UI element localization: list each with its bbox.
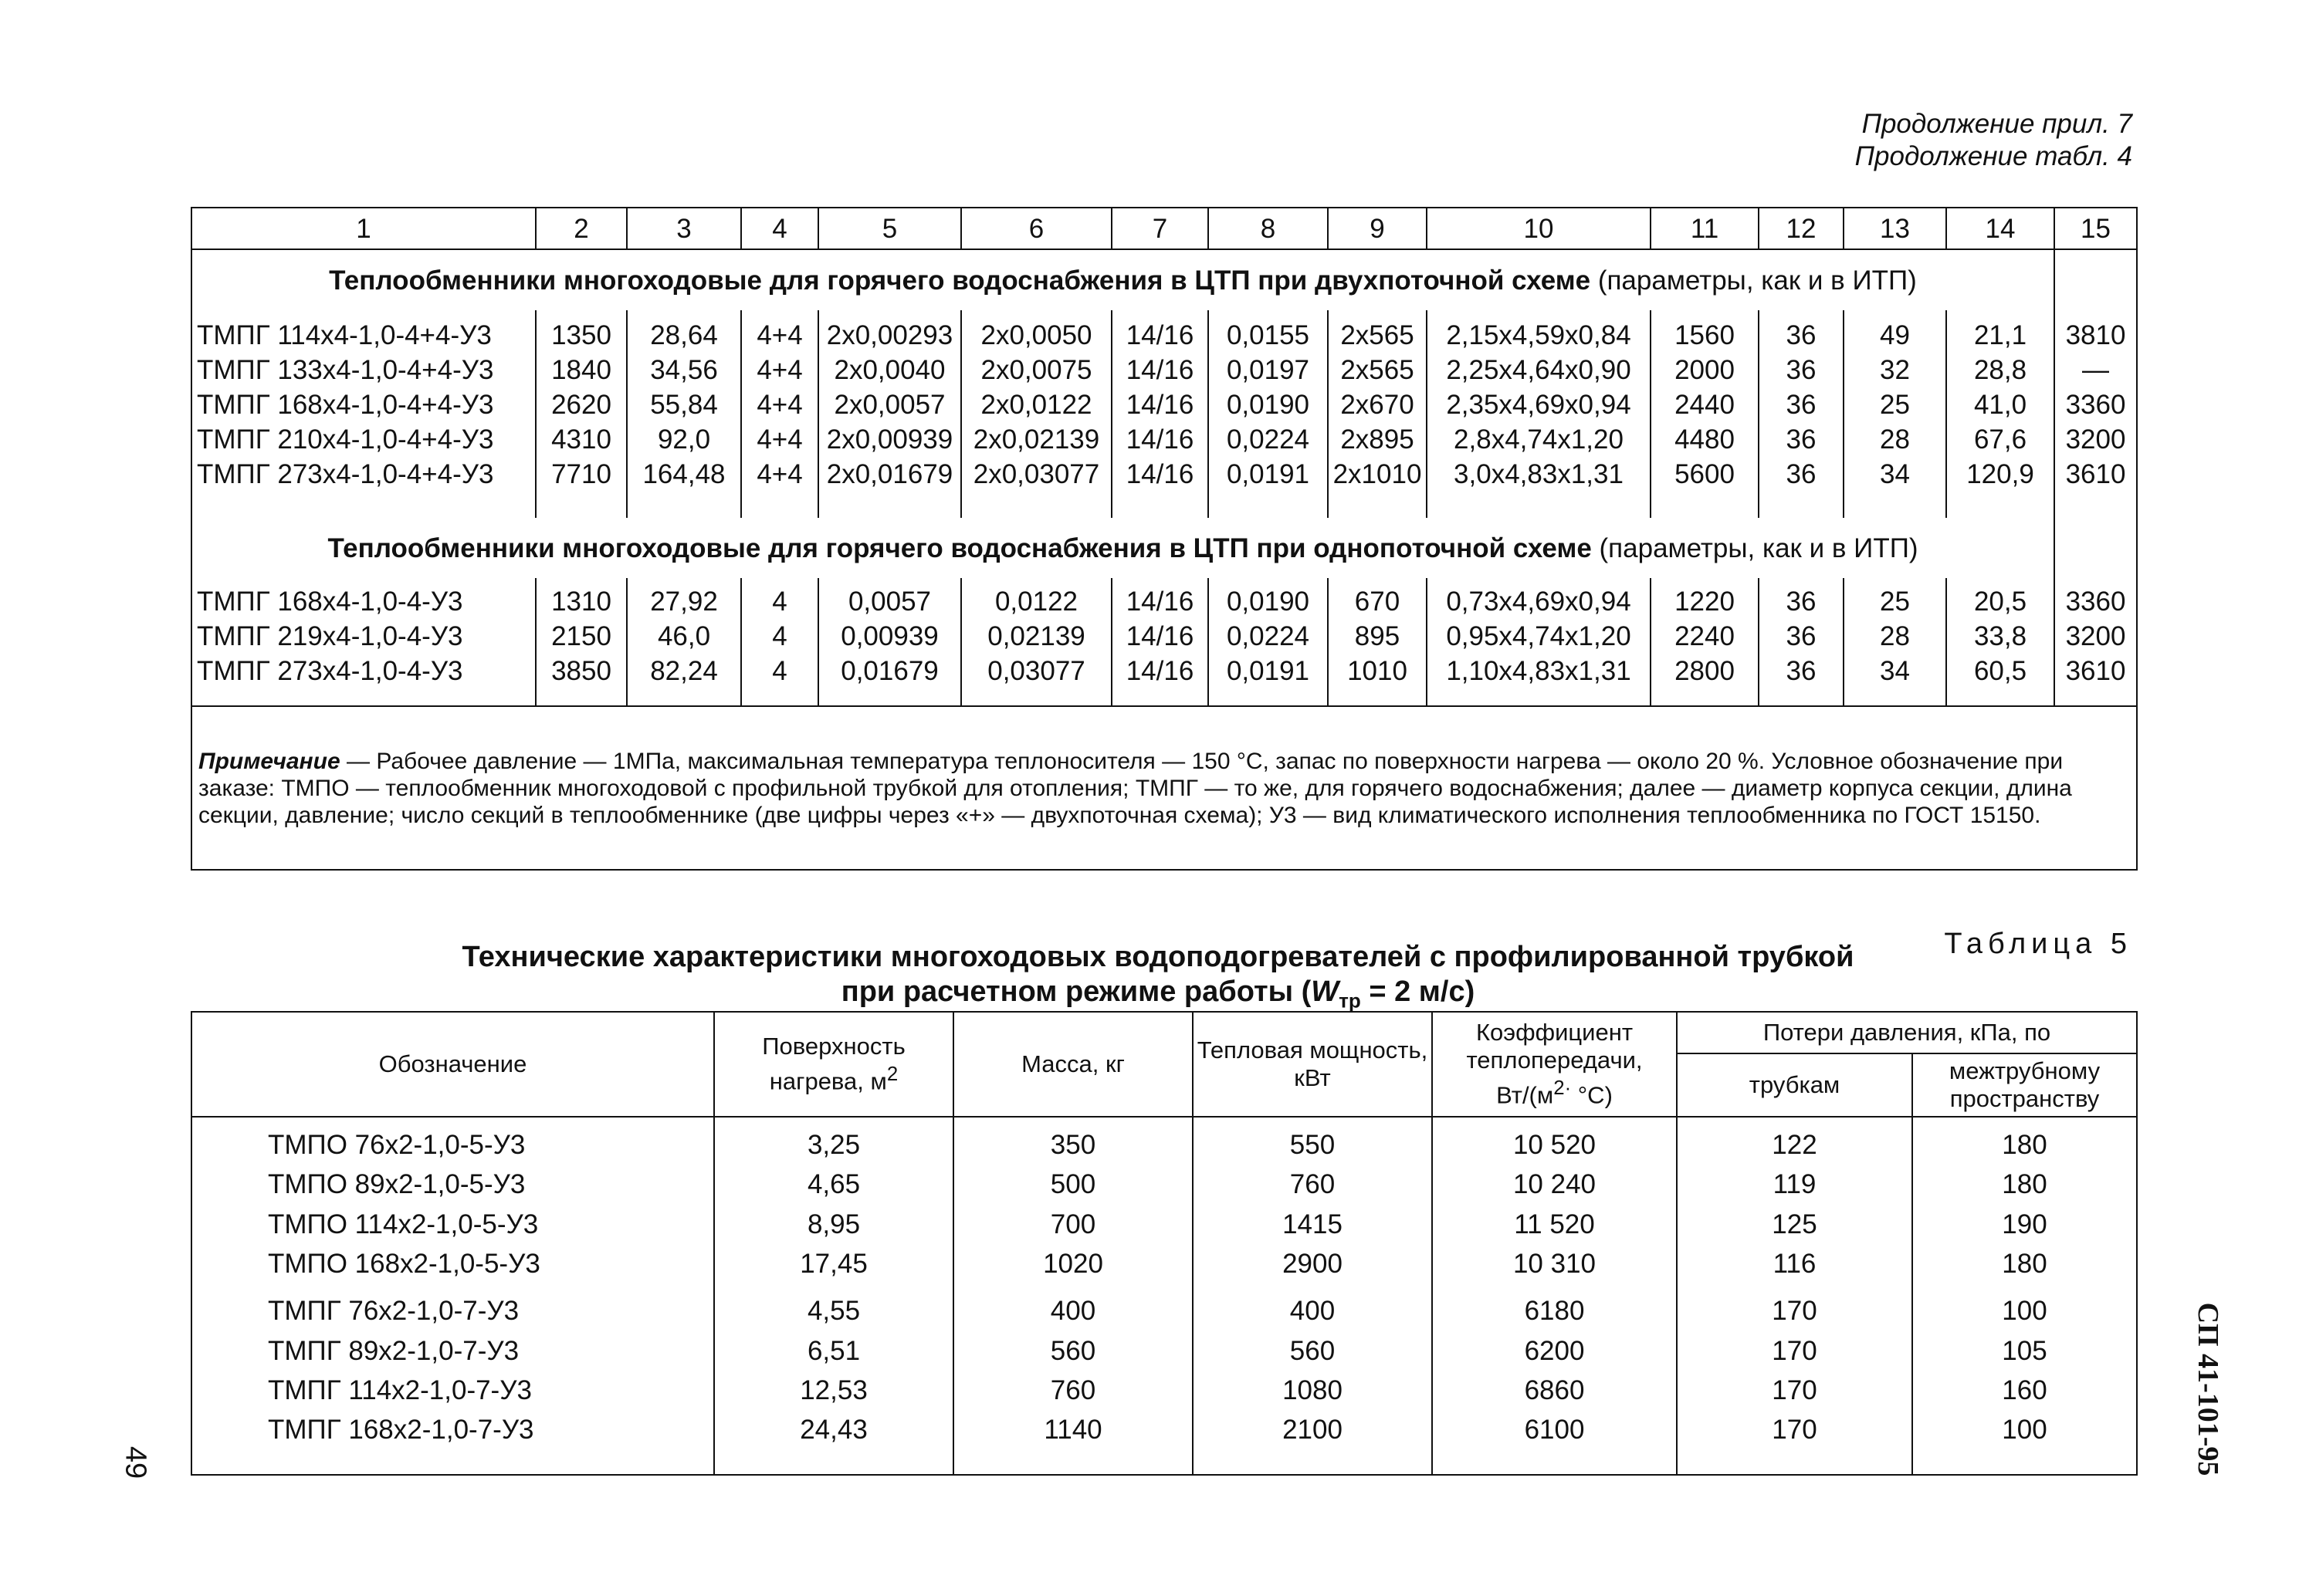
table-row: [191, 584, 2137, 619]
table-4: [191, 207, 2138, 871]
cell-col-4: 1415: [1193, 1205, 1432, 1244]
col-header-1: 1: [191, 208, 536, 249]
cell-col-3: 28,64: [627, 318, 741, 353]
cell-col-11: 2800: [1651, 654, 1759, 688]
cell-col-2: 7710: [536, 457, 627, 492]
cell-col-2: 2150: [536, 619, 627, 654]
document-code-text: СП 41-101-95: [2192, 1302, 2224, 1476]
hdr-loss: Потери давления, кПа, по: [1677, 1012, 2137, 1053]
cell-col-3: 760: [953, 1371, 1193, 1410]
hdr-coef: [1432, 1012, 1677, 1117]
cell-col-15: 3360: [2054, 387, 2137, 422]
cell-col-8: 0,0190: [1208, 584, 1328, 619]
table-row: [191, 1125, 2137, 1165]
cell-col-11: 1560: [1651, 318, 1759, 353]
cell-col-6: 2х0,03077: [961, 457, 1112, 492]
table-row: [191, 1205, 2137, 1244]
cell-col-9: 1010: [1328, 654, 1427, 688]
cell-col-8: 0,0191: [1208, 457, 1328, 492]
table4-header-row: [191, 208, 2137, 249]
hdr-coef-text: Коэффициент теплопередачи, Вт/(м: [1466, 1019, 1643, 1109]
cell-col-2: 1840: [536, 353, 627, 387]
cell-col-13: 28: [1844, 619, 1946, 654]
table4-section2-title: [191, 518, 2137, 578]
cell-col-10: 1,10х4,83х1,31: [1427, 654, 1651, 688]
spacer-row: [191, 688, 2137, 706]
row-designation: ТМПГ 168х4-1,0-4-У3: [197, 587, 463, 617]
cell-col-12: 36: [1759, 318, 1844, 353]
cell-col-13: 34: [1844, 457, 1946, 492]
section2-suffix: (параметры, как и в ИТП): [1599, 533, 1918, 563]
cell-col-7: 14/16: [1112, 318, 1208, 353]
cell-col-7: 100: [1912, 1292, 2137, 1331]
table-row: [191, 1244, 2137, 1283]
cell-col-11: 1220: [1651, 584, 1759, 619]
cell-col-11: 2440: [1651, 387, 1759, 422]
cell-col-11: 5600: [1651, 457, 1759, 492]
title-sub: тр: [1339, 989, 1361, 1013]
title-line2-suffix: = 2 м/с): [1360, 976, 1475, 1008]
row-designation: ТМПГ 114х2-1,0-7-У3: [268, 1375, 532, 1406]
cell-col-7: 14/16: [1112, 584, 1208, 619]
cell-col-4: 550: [1193, 1125, 1432, 1165]
row-designation: ТМПГ 273х4-1,0-4+4-У3: [197, 459, 494, 489]
cell-col-14: 33,8: [1946, 619, 2054, 654]
table-row: [191, 1165, 2137, 1205]
cell-col-5: 0,01679: [818, 654, 961, 688]
table-row: [191, 353, 2137, 387]
page-number: [108, 1435, 162, 1489]
table-row: [191, 1371, 2137, 1410]
cell-col-8: 0,0191: [1208, 654, 1328, 688]
row-designation: ТМПГ 210х4-1,0-4+4-У3: [197, 424, 494, 455]
cell-col-14: 20,5: [1946, 584, 2054, 619]
cell-col-2: 1310: [536, 584, 627, 619]
cell-col-15: —: [2054, 353, 2137, 387]
cell-col-3: 55,84: [627, 387, 741, 422]
cell-col-7: 14/16: [1112, 457, 1208, 492]
cell-col-5: 10 520: [1432, 1125, 1677, 1165]
spacer-row: [191, 310, 2137, 318]
cell-col-12: 36: [1759, 422, 1844, 457]
cell-col-4: 400: [1193, 1292, 1432, 1331]
cell-col-13: 28: [1844, 422, 1946, 457]
cell-col-15: 3200: [2054, 422, 2137, 457]
col-header-2: 2: [536, 208, 627, 249]
cell-col-2: 24,43: [714, 1411, 953, 1450]
cell-col-3: 350: [953, 1125, 1193, 1165]
cell-col-14: 67,6: [1946, 422, 2054, 457]
cell-col-9: 2х565: [1328, 353, 1427, 387]
cell-col-6: 122: [1677, 1125, 1912, 1165]
cell-col-2: 4,55: [714, 1292, 953, 1331]
cell-col-9: 2х1010: [1328, 457, 1427, 492]
row-designation: ТМПГ 273х4-1,0-4-У3: [197, 656, 463, 686]
table-row: [191, 654, 2137, 688]
cell-col-6: 170: [1677, 1371, 1912, 1410]
cell-col-12: 36: [1759, 619, 1844, 654]
col-header-7: 7: [1112, 208, 1208, 249]
note-label: Примечание: [198, 748, 340, 774]
cell-col-5: 6180: [1432, 1292, 1677, 1331]
row-designation: ТМПГ 114х4-1,0-4+4-У3: [197, 320, 492, 350]
cell-col-4: 560: [1193, 1331, 1432, 1371]
cell-col-4: 4: [741, 619, 818, 654]
hdr-surface: [714, 1012, 953, 1117]
cell-col-7: 14/16: [1112, 387, 1208, 422]
title-var: W: [1311, 976, 1339, 1008]
cell-col-3: 400: [953, 1292, 1193, 1331]
cell-col-10: 2,8х4,74х1,20: [1427, 422, 1651, 457]
col-header-3: 3: [627, 208, 741, 249]
section1-title: Теплообменники многоходовые для горячего водоснабжения в ЦТП при двухпоточной схеме: [329, 265, 1591, 296]
continuation-appendix: Продолжение прил. 7: [1861, 109, 2132, 139]
cell-col-7: 180: [1912, 1125, 2137, 1165]
cell-col-4: 4: [741, 654, 818, 688]
cell-col-13: 32: [1844, 353, 1946, 387]
cell-col-7: 100: [1912, 1411, 2137, 1450]
cell-col-3: 700: [953, 1205, 1193, 1244]
cell-col-5: 11 520: [1432, 1205, 1677, 1244]
cell-col-11: 2000: [1651, 353, 1759, 387]
col-header-4: 4: [741, 208, 818, 249]
hdr-surface-sup: 2: [886, 1063, 899, 1086]
table-row: [191, 1292, 2137, 1331]
row-designation: ТМПГ 168х4-1,0-4+4-У3: [197, 390, 494, 420]
cell-col-10: 0,73х4,69х0,94: [1427, 584, 1651, 619]
col-header-14: 14: [1946, 208, 2054, 249]
cell-col-7: 190: [1912, 1205, 2137, 1244]
cell-col-9: 2х565: [1328, 318, 1427, 353]
cell-col-6: 2х0,0050: [961, 318, 1112, 353]
table5-title-line1: Технические характеристики многоходовых водоподогревателей с профилированной трубкой: [462, 941, 1854, 973]
cell-col-2: 6,51: [714, 1331, 953, 1371]
cell-col-6: 0,02139: [961, 619, 1112, 654]
row-designation: ТМПГ 89х2-1,0-7-У3: [268, 1335, 520, 1366]
col-header-11: 11: [1651, 208, 1759, 249]
cell-col-13: 25: [1844, 584, 1946, 619]
cell-col-3: 1020: [953, 1244, 1193, 1283]
cell-col-14: 120,9: [1946, 457, 2054, 492]
page-number-text: 49: [119, 1446, 152, 1479]
row-designation: ТМПО 168х2-1,0-5-У3: [268, 1248, 540, 1279]
table-row: [191, 619, 2137, 654]
hdr-designation: Обозначение: [191, 1012, 714, 1117]
hdr-surface-text: Поверхность нагрева, м: [762, 1033, 906, 1095]
row-designation: ТМПГ 219х4-1,0-4-У3: [197, 621, 463, 651]
section2-title: Теплообменники многоходовые для горячего водоснабжения в ЦТП при однопоточной схеме: [327, 533, 1592, 563]
cell-col-15: 3610: [2054, 457, 2137, 492]
cell-col-15: 3810: [2054, 318, 2137, 353]
cell-col-5: 2х0,01679: [818, 457, 961, 492]
hdr-mass: Масса, кг: [953, 1012, 1193, 1117]
col-header-9: 9: [1328, 208, 1427, 249]
cell-col-9: 2х670: [1328, 387, 1427, 422]
cell-col-4: 4+4: [741, 457, 818, 492]
note-text: — Рабочее давление — 1МПа, максимальная температура теплоносителя — 150 °С, запас по поверхности нагрева — около 20 %. Условное обозначение при заказе: ТМПО — теплообменник многоходовой с профильной трубкой для отопления; ТМПГ — то же, для горячего водоснабжения; далее — диаметр корпуса секции, длина секции, давление; число секций в теплообменнике (две цифры через «+» — двухпоточная схема); У3 — вид климатического исполнения теплообменника по ГОСТ 15150.: [198, 748, 2072, 828]
cell-col-14: 41,0: [1946, 387, 2054, 422]
cell-col-6: 125: [1677, 1205, 1912, 1244]
table-row: [191, 422, 2137, 457]
row-designation: ТМПО 114х2-1,0-5-У3: [268, 1209, 539, 1239]
table4-note: [191, 706, 2137, 870]
cell-col-5: 0,00939: [818, 619, 961, 654]
cell-col-10: 3,0х4,83х1,31: [1427, 457, 1651, 492]
cell-col-3: 500: [953, 1165, 1193, 1205]
row-designation: ТМПГ 133х4-1,0-4+4-У3: [197, 355, 494, 385]
cell-col-13: 34: [1844, 654, 1946, 688]
cell-col-4: 1080: [1193, 1371, 1432, 1410]
cell-col-10: 2,15х4,59х0,84: [1427, 318, 1651, 353]
cell-col-5: 10 240: [1432, 1165, 1677, 1205]
cell-col-3: 1140: [953, 1411, 1193, 1450]
cell-col-6: 0,0122: [961, 584, 1112, 619]
cell-col-4: 4+4: [741, 422, 818, 457]
cell-col-4: 760: [1193, 1165, 1432, 1205]
table-row: [191, 457, 2137, 492]
cell-col-10: 2,25х4,64х0,90: [1427, 353, 1651, 387]
cell-col-13: 25: [1844, 387, 1946, 422]
table-row: [191, 318, 2137, 353]
cell-col-12: 36: [1759, 353, 1844, 387]
cell-col-2: 4310: [536, 422, 627, 457]
hdr-coef-end: °С): [1571, 1081, 1613, 1109]
cell-col-12: 36: [1759, 584, 1844, 619]
cell-col-7: 105: [1912, 1331, 2137, 1371]
cell-col-3: 82,24: [627, 654, 741, 688]
cell-col-2: 8,95: [714, 1205, 953, 1244]
cell-col-8: 0,0155: [1208, 318, 1328, 353]
cell-col-5: 2х0,00293: [818, 318, 961, 353]
cell-col-3: 164,48: [627, 457, 741, 492]
spacer-row: [191, 578, 2137, 584]
cell-col-2: 2620: [536, 387, 627, 422]
table-row: [191, 387, 2137, 422]
cell-col-9: 2х895: [1328, 422, 1427, 457]
table-row: [191, 1411, 2137, 1450]
cell-col-4: 4: [741, 584, 818, 619]
spacer-row: [191, 1284, 2137, 1292]
cell-col-6: 170: [1677, 1292, 1912, 1331]
spacer-row: [191, 1117, 2137, 1125]
cell-col-7: 14/16: [1112, 619, 1208, 654]
cell-col-6: 170: [1677, 1411, 1912, 1450]
cell-col-4: 2100: [1193, 1411, 1432, 1450]
col-header-5: 5: [818, 208, 961, 249]
cell-col-2: 3,25: [714, 1125, 953, 1165]
cell-col-6: 170: [1677, 1331, 1912, 1371]
row-designation: ТМПГ 168х2-1,0-7-У3: [268, 1415, 534, 1446]
cell-col-3: 34,56: [627, 353, 741, 387]
cell-col-7: 180: [1912, 1244, 2137, 1283]
cell-col-9: 670: [1328, 584, 1427, 619]
cell-col-4: 2900: [1193, 1244, 1432, 1283]
cell-col-5: 10 310: [1432, 1244, 1677, 1283]
cell-col-8: 0,0197: [1208, 353, 1328, 387]
cell-col-6: 119: [1677, 1165, 1912, 1205]
cell-col-6: 116: [1677, 1244, 1912, 1283]
row-designation: ТМПО 76х2-1,0-5-У3: [268, 1129, 526, 1160]
cell-col-2: 3850: [536, 654, 627, 688]
hdr-loss-tubes: трубкам: [1677, 1053, 1912, 1117]
section1-suffix: (параметры, как и в ИТП): [1597, 265, 1917, 296]
cell-col-2: 12,53: [714, 1371, 953, 1410]
cell-col-6: 2х0,02139: [961, 422, 1112, 457]
cell-col-9: 895: [1328, 619, 1427, 654]
cell-col-2: 1350: [536, 318, 627, 353]
spacer-row: [191, 1450, 2137, 1475]
col-header-15: 15: [2054, 208, 2137, 249]
cell-col-14: 28,8: [1946, 353, 2054, 387]
table5-label: Таблица 5: [1944, 928, 2132, 960]
cell-col-12: 36: [1759, 457, 1844, 492]
cell-col-6: 2х0,0075: [961, 353, 1112, 387]
col-header-6: 6: [961, 208, 1112, 249]
cell-col-14: 60,5: [1946, 654, 2054, 688]
cell-col-5: 6100: [1432, 1411, 1677, 1450]
table-row: [191, 1331, 2137, 1371]
col-header-13: 13: [1844, 208, 1946, 249]
cell-col-2: 4,65: [714, 1165, 953, 1205]
cell-col-10: 2,35х4,69х0,94: [1427, 387, 1651, 422]
cell-col-5: 2х0,0040: [818, 353, 961, 387]
continuation-table: Продолжение табл. 4: [1854, 141, 2132, 171]
title-line2-prefix: при расчетном режиме работы (: [841, 976, 1312, 1008]
cell-col-4: 4+4: [741, 387, 818, 422]
spacer-row: [191, 492, 2137, 518]
cell-col-3: 27,92: [627, 584, 741, 619]
cell-col-8: 0,0190: [1208, 387, 1328, 422]
cell-col-5: 6200: [1432, 1331, 1677, 1371]
cell-col-7: 160: [1912, 1371, 2137, 1410]
cell-col-3: 560: [953, 1331, 1193, 1371]
table-5: [191, 1011, 2138, 1476]
cell-col-5: 2х0,00939: [818, 422, 961, 457]
cell-col-13: 49: [1844, 318, 1946, 353]
document-code: [2169, 1297, 2247, 1482]
cell-col-2: 17,45: [714, 1244, 953, 1283]
cell-col-5: 0,0057: [818, 584, 961, 619]
cell-col-8: 0,0224: [1208, 422, 1328, 457]
cell-col-11: 4480: [1651, 422, 1759, 457]
hdr-loss-annular: межтрубному пространству: [1912, 1053, 2137, 1117]
hdr-power: Тепловая мощность, кВт: [1193, 1012, 1432, 1117]
cell-col-10: 0,95х4,74х1,20: [1427, 619, 1651, 654]
cell-col-8: 0,0224: [1208, 619, 1328, 654]
cell-col-11: 2240: [1651, 619, 1759, 654]
row-designation: ТМПГ 76х2-1,0-7-У3: [268, 1296, 520, 1327]
cell-col-5: 2х0,0057: [818, 387, 961, 422]
cell-col-15: 3610: [2054, 654, 2137, 688]
cell-col-6: 0,03077: [961, 654, 1112, 688]
cell-col-5: 6860: [1432, 1371, 1677, 1410]
table4-section1-title: [191, 249, 2137, 310]
cell-col-3: 92,0: [627, 422, 741, 457]
cell-col-6: 2х0,0122: [961, 387, 1112, 422]
cell-col-15: 3360: [2054, 584, 2137, 619]
cell-col-14: 21,1: [1946, 318, 2054, 353]
cell-col-15: 3200: [2054, 619, 2137, 654]
cell-col-12: 36: [1759, 387, 1844, 422]
cell-col-4: 4+4: [741, 318, 818, 353]
col-header-10: 10: [1427, 208, 1651, 249]
cell-col-3: 46,0: [627, 619, 741, 654]
cell-col-7: 14/16: [1112, 422, 1208, 457]
cell-col-7: 14/16: [1112, 654, 1208, 688]
cell-col-12: 36: [1759, 654, 1844, 688]
hdr-coef-sup: 2·: [1553, 1077, 1572, 1100]
cell-col-7: 180: [1912, 1165, 2137, 1205]
row-designation: ТМПО 89х2-1,0-5-У3: [268, 1169, 526, 1200]
col-header-12: 12: [1759, 208, 1844, 249]
cell-col-7: 14/16: [1112, 353, 1208, 387]
col-header-8: 8: [1208, 208, 1328, 249]
cell-col-4: 4+4: [741, 353, 818, 387]
